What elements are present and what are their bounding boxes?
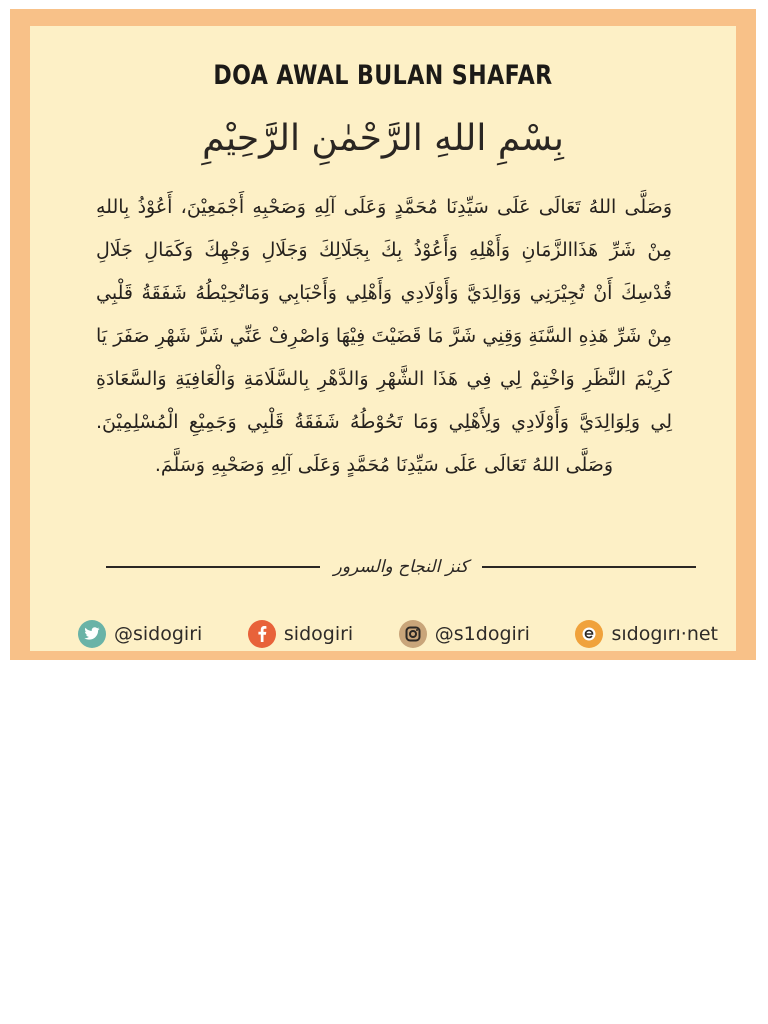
social-links xyxy=(78,618,718,650)
facebook-icon xyxy=(248,620,276,648)
card-frame xyxy=(10,9,756,660)
social-label: @s1dogiri xyxy=(434,623,530,645)
social-label: sıdogırı·net xyxy=(611,623,718,645)
twitter-icon xyxy=(78,620,106,648)
social-link-facebook[interactable] xyxy=(248,620,353,648)
prayer-text: وَصَلَّى اللهُ تَعَالَى عَلَى سَيِّدِنَا مُحَمَّدٍ وَعَلَى آلِهِ وَصَحْبِهِ أَجْمَعِيْنَ، أَعُوْذُ بِاللهِ مِنْ شَرِّ هَذَاالزَّمَانِ وَأَهْلِهِ وَأَعُوْذُ بِكَ بِجَلَالِكَ وَجَلَالِ وَجْهِكَ وَكَمَالِ جَلَالِ قُدْسِكَ أَنْ تُجِيْرَنِي وَوَالِدَيَّ وَأَوْلَادِي وَأَهْلِي وَأَحْبَابِي وَمَاتُحِيْطُهُ شَفَقَةُ قَلْبِي مِنْ شَرِّ هَذِهِ السَّنَةِ وَقِنِي شَرَّ مَا قَضَيْتَ فِيْهَا وَاصْرِفْ عَنِّي شَرَّ شَهْرِ صَفَرَ يَا كَرِيْمَ النَّظَرِ وَاخْتِمْ لِي فِي هَذَا الشَّهْرِ وَالدَّهْرِ بِالسَّلَامَةِ وَالْعَافِيَةِ وَالسَّعَادَةِ لِي وَلِوَالِدَيَّ وَأَوْلَادِي وَلِأَهْلِي وَمَا تَحُوْطُهُ شَفَقَةُ قَلْبِي وَجَمِيْعِ الْمُسْلِمِيْنَ. وَصَلَّى اللهُ تَعَالَى عَلَى سَيِّدِنَا مُحَمَّدٍ وَعَلَى آلِهِ وَصَحْبِهِ وَسَلَّمَ. xyxy=(96,196,672,476)
source-title: كنز النجاح والسرور xyxy=(333,557,469,577)
basmala-calligraphy: بِسْمِ اللهِ الرَّحْمٰنِ الرَّحِيْمِ xyxy=(202,118,564,159)
instagram-icon xyxy=(399,620,427,648)
social-label: sidogiri xyxy=(283,623,354,645)
web-icon xyxy=(575,620,603,648)
social-link-instagram[interactable] xyxy=(399,620,530,648)
page-title: DOA AWAL BULAN SHAFAR xyxy=(213,60,553,91)
divider-line-left xyxy=(106,566,320,568)
source-divider xyxy=(106,552,696,582)
divider-line-right xyxy=(482,566,696,568)
social-link-website[interactable] xyxy=(575,620,718,648)
social-link-twitter[interactable] xyxy=(78,620,202,648)
social-label: @sidogiri xyxy=(114,623,203,645)
card-paper xyxy=(30,26,736,651)
